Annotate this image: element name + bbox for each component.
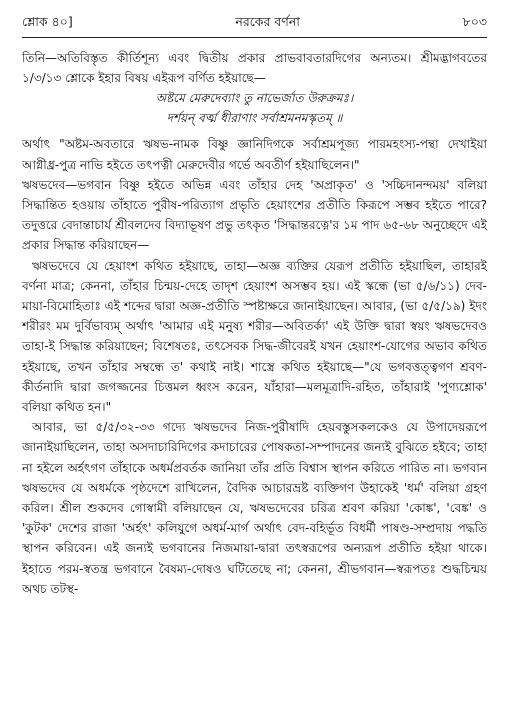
paragraph-siddhanta: ঋষভদেবে যে হেয়াংশ কথিত হইয়াছে, তাহা—অজ্ঞ ব্যক্তির যেরূপ প্রতীতি হইয়াছিল, তাহারই বর্ণনা মাত্র; কেননা, তাঁহার চিন্ময়-দেহে তাদৃশ হেয়াংশ অসম্ভব হয়। এই স্কন্ধে (ভা ৫/৬/১১) দেব-মায়া-বিমোহিতাঃ এই শব্দের দ্বারা অজ্ঞ-প্রতীতি স্পষ্টাক্ষরে জানাইয়াছেন। আবার, (ভা ৫/৫/১৯) ইদং শরীরং মম দুর্বিভাব্যম্ অর্থাৎ 'আমার এই মনুষ্য শরীর—অবিতর্ক্য' এই উক্তি দ্বারা স্বয়ং ঋষভদেবও তাহা-ই সিদ্ধান্ত করিয়াছেন; বিশেষতঃ, তৎসেবক সিদ্ধ-জীবেরই যখন হেয়াংশ-যোগের অভাব কথিত হইয়াছে, তখন তাঁহার সম্বন্ধে ত' কথাই নাই। শাস্ত্রে কথিত হইয়াছে—"যে ভগবত্তত্ত্বগণ শ্রবণ-কীর্তনাদি দ্বারা জগজ্জনের চিত্তমল ধ্বংস করেন, যাঁহারা—মলমূত্রাদি-রহিত, তাঁহারাই 'পুণ্যশ্লোক' বলিয়া কথিত হন।" bbox=[22, 258, 487, 415]
paragraph-translation: অর্থাৎ "অষ্টম-অবতারে ঋষভ-নামক বিষ্ণু জ্ঞানিদিগকে সর্বাশ্রমপূজ্য পারমহংস্য-পন্থা দেখাইয়া আগ্নীধ্র-পুত্র নাভি হইতে তৎপত্নী মেরুদেবীর গর্ভে অবতীর্ণ হইয়াছিলেন।" bbox=[22, 137, 487, 172]
page-header bbox=[22, 14, 487, 34]
sanskrit-verse bbox=[22, 88, 487, 128]
chapter-title: নরকের বর্ণনা bbox=[235, 14, 300, 29]
page-number: ৮০৩ bbox=[462, 14, 487, 29]
paragraph-intro: তিনি—অতিবিস্তৃত কীর্তিশূন্য এবং দ্বিতীয় প্রকার প্রাভবাবতারদিগের অন্যতম। শ্রীমদ্ভাগবতের ১/৩/১৩ শ্লোকে ইহার বিষয় এইরূপ বর্ণিত হইয়াছে— bbox=[22, 51, 487, 86]
verse-line-1: অষ্টমে মেরুদেব্যাং তু নাভের্জাত উরুক্রমঃ। bbox=[155, 91, 354, 106]
verse-reference: শ্লোক ৪০] bbox=[22, 14, 73, 29]
header-rule bbox=[22, 37, 487, 38]
page-body bbox=[22, 48, 487, 599]
verse-line-2: দর্শয়ন্ বর্ত্ম ধীরাণাং সর্বাশ্রমনমস্কৃতম্ ॥ bbox=[166, 111, 343, 126]
paragraph-rishabhadeva: ঋষভদেব—ভগবান বিষ্ণু হইতে অভিন্ন এবং তাঁহার দেহ 'অপ্রাকৃত' ও 'সচ্চিদানন্দময়' বলিয়া সিদ্ধান্তিত হওয়ায় তাঁহাতে পুরীষ-পরিত্যাগ প্রভৃতি হেয়াংশের প্রতীতি কিরূপে সম্ভব হইতে পারে? তদুত্তরে বেদান্তাচার্য শ্রীবলদেব বিদ্যাভূষণ প্রভু তৎকৃত 'সিদ্ধান্তরত্নে'র ১ম পাদ ৬৫-৬৮ অনুচ্ছেদে এই প্রকার সিদ্ধান্ত করিয়াছেন— bbox=[22, 177, 487, 253]
paragraph-explanation: আবার, ভা ৫/৫/৩২-৩৩ গদ্যে ঋষভদেব নিজ-পুরীষাদি হেয়বস্তুসকলকেও যে উপাদেয়রূপে জানাইয়াছিলেন, তাহা অসদাচারিদিগের কদাচারের পোষকতা-সম্পাদনের জন্যই বুঝিতে হইবে; তাহা না হইলে অর্হৎগণ তাঁহাকে অধর্মপ্রবর্তক জানিয়া তাঁর প্রতি বিশ্বাস স্থাপন করিতে পারিত না। ভগবান ঋষভদেব যে অধর্মকে পৃষ্ঠদেশে রাখিলেন, বৈদিক আচারভ্রষ্ট ব্যক্তিগণ উহাকেই 'ধর্ম' বলিয়া গ্রহণ করিল। শ্রীল শুকদেব গোস্বামী বলিয়াছেন যে, ঋষভদেবের চরিত্র শ্রবণ করিয়া 'কোঙ্ক', 'বেঙ্ক' ও 'কুটক' দেশের রাজা 'অর্হৎ' কলিযুগে অধর্ম-মার্গ অর্থাৎ বেদ-বহির্ভূত বিধর্মী পাষণ্ড-সম্প্রদায় পদ্ধতি স্থাপন করিবেন। এই জন্যই ভগবানের নিজমায়া-দ্বারা তৎস্বরূপের অন্যরূপ প্রতীতি হইয়া থাকে। ইহাতে পরম-স্বতন্ত্র ভগবানে বৈষম্য-দোষও ঘটিতেছে না; কেননা, শ্রীভগবান—স্বরূপতঃ শুদ্ধচিন্ময় অথচ তটস্থ- bbox=[22, 420, 487, 596]
